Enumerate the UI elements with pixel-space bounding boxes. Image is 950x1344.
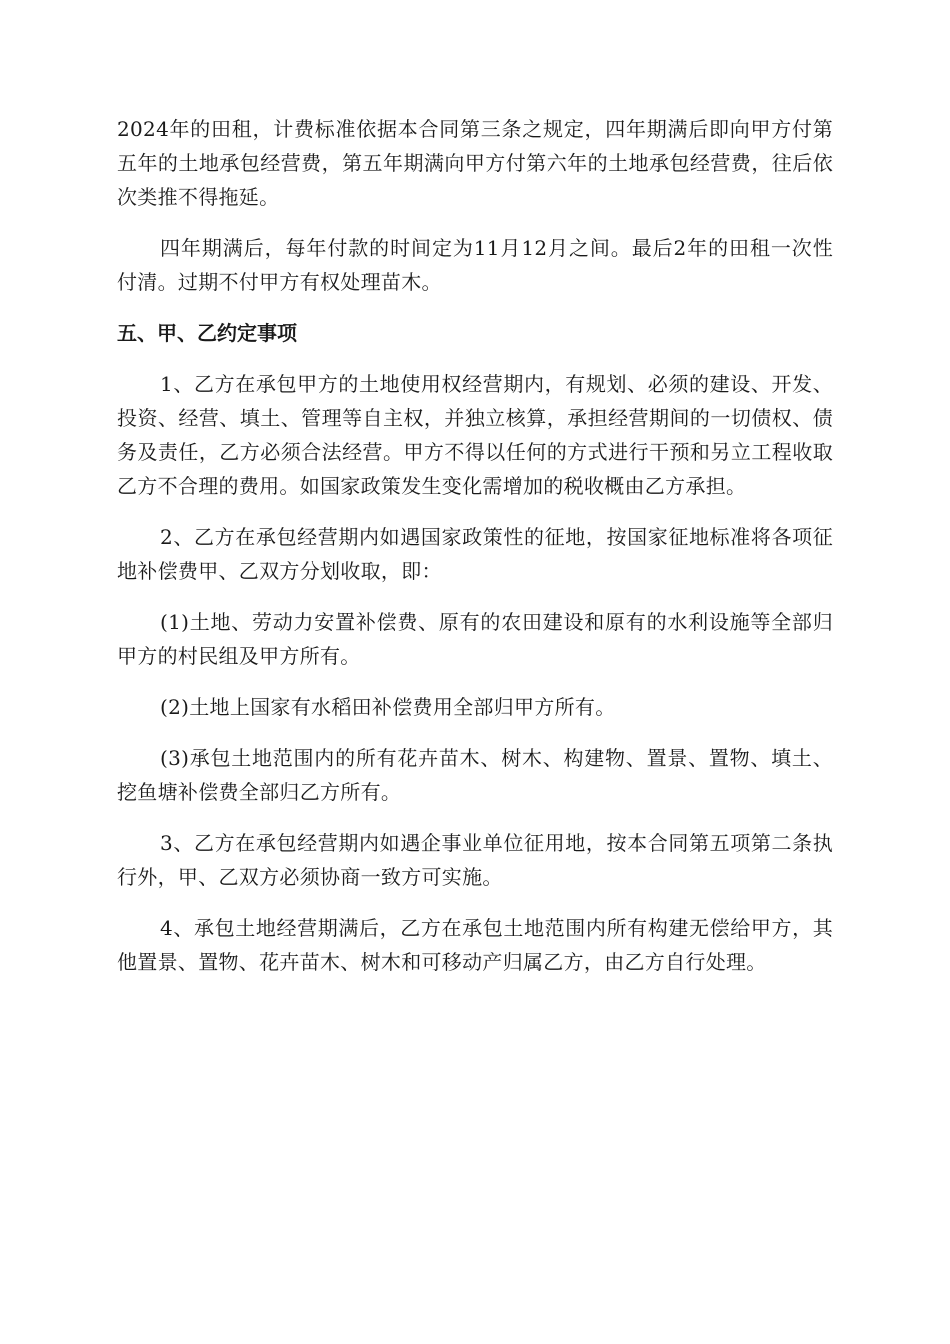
document-page [117,112,833,979]
clause-2-item-2: (2)土地上国家有水稻田补偿费用全部归甲方所有。 [160,695,616,719]
paragraph-rent-schedule: 2024年的田租，计费标准依据本合同第三条之规定，四年期满后即向甲方付第五年的土地承包经营费，第五年期满向甲方付第六年的土地承包经营费，往后依次类推不得拖延。 [117,117,833,209]
clause-2-item-3: (3)承包土地范围内的所有花卉苗木、树木、构建物、置景、置物、填土、挖鱼塘补偿费全部归乙方所有。 [117,746,833,804]
clause-4: 4、承包土地经营期满后，乙方在承包土地范围内所有构建无偿给甲方，其他置景、置物、花卉苗木、树木和可移动产归属乙方，由乙方自行处理。 [117,916,833,974]
clause-3: 3、乙方在承包经营期内如遇企事业单位征用地，按本合同第五项第二条执行外，甲、乙双方必须协商一致方可实施。 [117,831,833,889]
clause-1: 1、乙方在承包甲方的土地使用权经营期内，有规划、必须的建设、开发、投资、经营、填土、管理等自主权，并独立核算，承担经营期间的一切债权、债务及责任，乙方必须合法经营。甲方不得以任何的方式进行干预和另立工程收取乙方不合理的费用。如国家政策发生变化需增加的税收概由乙方承担。 [117,372,833,498]
paragraph-payment-time: 四年期满后，每年付款的时间定为11月12月之间。最后2年的田租一次性付清。过期不付甲方有权处理苗木。 [117,236,833,294]
section-heading: 五、甲、乙约定事项 [117,321,297,345]
clause-2-item-1: (1)土地、劳动力安置补偿费、原有的农田建设和原有的水利设施等全部归甲方的村民组及甲方所有。 [117,610,833,668]
clause-2: 2、乙方在承包经营期内如遇国家政策性的征地，按国家征地标准将各项征地补偿费甲、乙双方分划收取，即： [117,525,833,583]
